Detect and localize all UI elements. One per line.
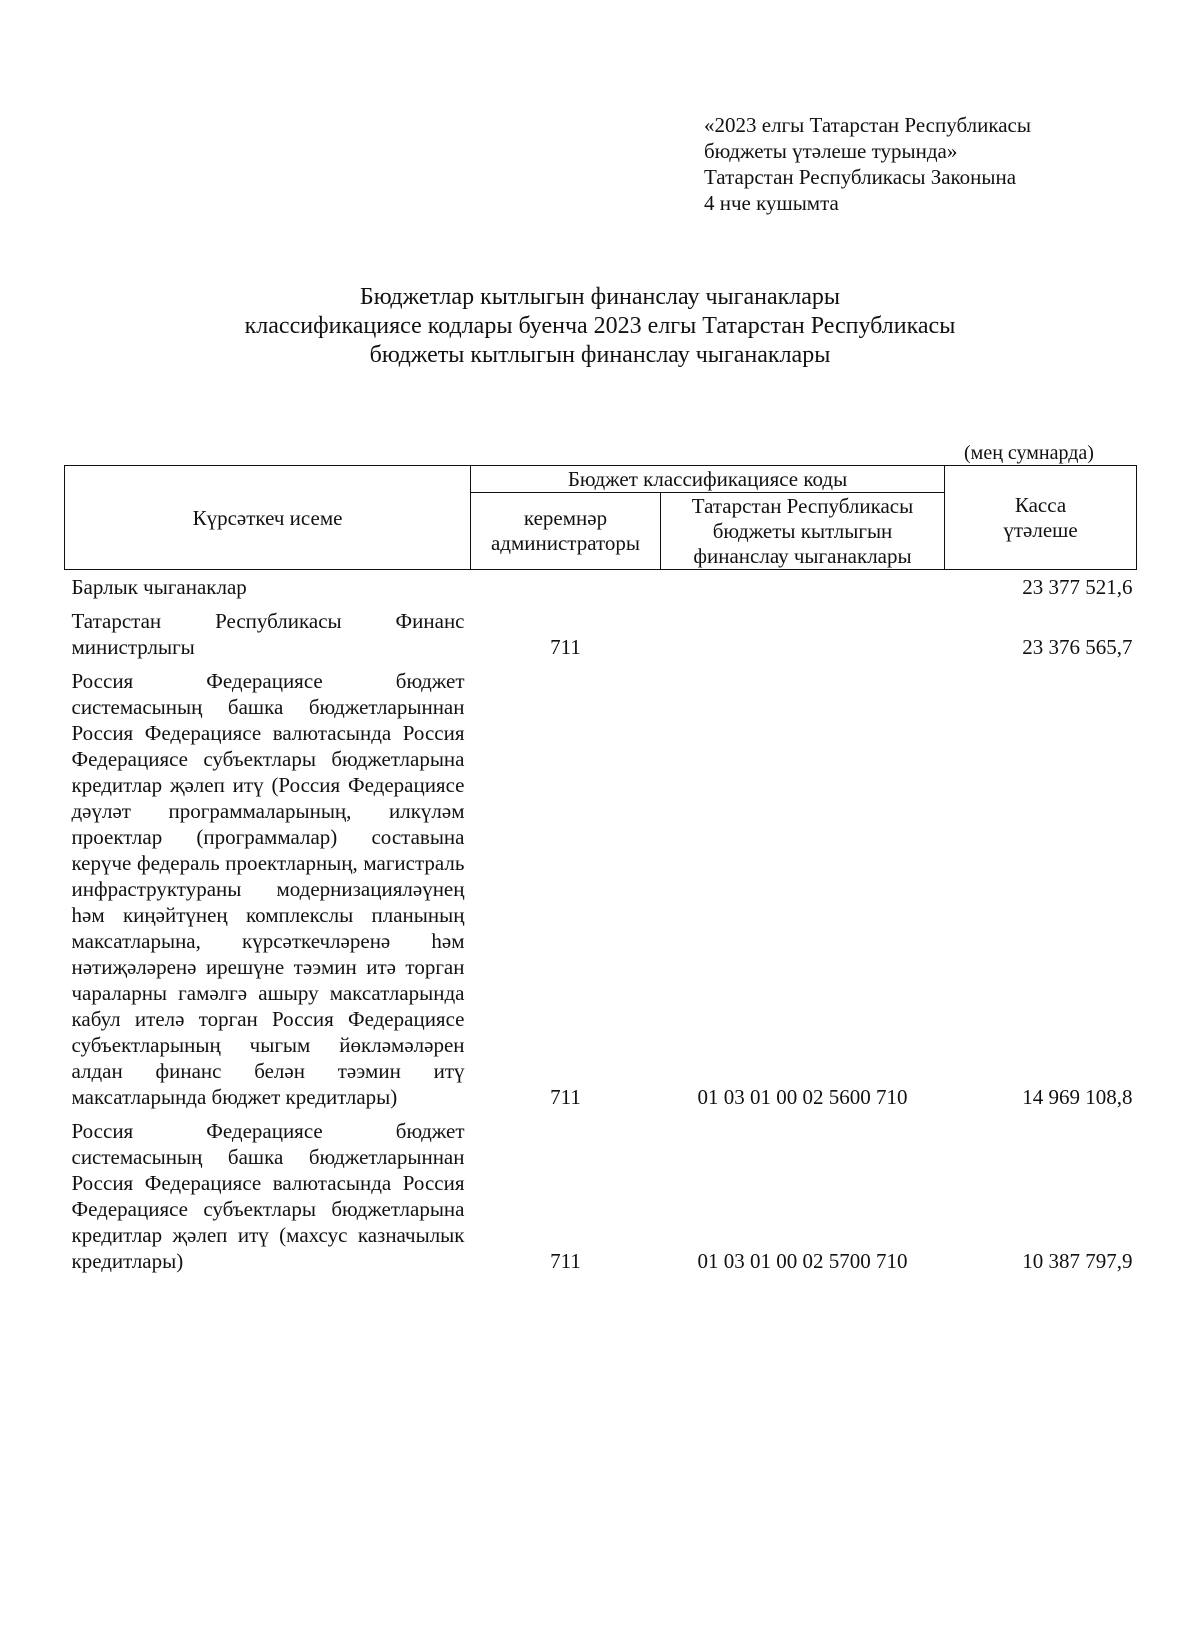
row-admin-code: 711 [550,1249,581,1273]
row-source-code: 01 03 01 00 02 5600 710 [697,1085,908,1109]
row-name: Барлык чыганаклар [71,575,247,599]
row-amount: 23 377 521,6 [1022,575,1133,599]
header-amount-line: Касса [1014,492,1067,517]
header-admin-line: администраторы [490,531,641,555]
row-source-code [661,604,945,664]
header-amount-line: үтәлеше [1003,517,1078,542]
annex-line: «2023 елгы Татарстан Республикасы [704,113,1031,137]
row-name: Татарстан Республикасы Финанс министрлыгы [71,609,465,659]
document-title [60,283,1140,370]
annex-line: бюджеты үтәлеше турында» [704,139,958,163]
title-line: бюджеты кытлыгын финанслау чыганаклары [369,342,831,368]
title-line: классификациясе кодлары буенча 2023 елгы Татарстан Республикасы [244,313,956,339]
header-admin [471,493,661,570]
row-admin-code [471,570,661,605]
header-source [661,493,945,570]
row-source-code [661,570,945,605]
unit-note: (мең сумнарда) [964,442,1094,464]
table-row [65,664,1137,1114]
row-name: Россия Федерациясе бюджет системасының башка бюджетларыннан Россия Федерациясе валютасында Россия Федерациясе субъектлары бюджетларына кредитлар җәлеп итү (Россия Федерациясе дәүләт программаларының, илкүләм проектлар (программалар) составына керүче федераль проектларның, магистраль инфраструктураны модернизацияләүнең һәм киңәйтүнең комплекслы планының максатларына, күрсәткечләренә һәм нәтиҗәләренә ирешүне тәэмин итә торган чараларны гамәлгә ашыру максатларында кабул ителә торган Россия Федерациясе субъектларының чыгым йөкләмәләрен алдан финанс белән тәэмин итү максатларында бюджет кредитлары) [71,669,465,1109]
header-source-line: финанслау чыганаклары [693,543,912,568]
annex-line: Татарстан Республикасы Законына [704,165,1017,189]
table-row [65,1114,1137,1278]
table-row [65,604,1137,664]
header-amount [945,466,1137,570]
header-admin-line: керемнәр [523,506,608,530]
header-indicator: Күрсәткеч исеме [65,466,471,570]
header-classification-group: Бюджет классификациясе коды [471,466,945,493]
header-source-line: Татарстан Республикасы [691,493,914,518]
header-source-line: бюджеты кытлыгын [712,518,893,543]
row-source-code: 01 03 01 00 02 5700 710 [697,1249,908,1273]
row-admin-code: 711 [550,635,581,659]
row-name: Россия Федерациясе бюджет системасының башка бюджетларыннан Россия Федерациясе валютасында Россия Федерациясе субъектлары бюджетларына кредитлар җәлеп итү (махсус казначылык кредитлары) [71,1119,465,1273]
row-amount: 14 969 108,8 [1022,1085,1133,1109]
budget-table [64,465,1137,1278]
annex-reference [704,112,1031,216]
row-amount: 23 376 565,7 [1022,635,1133,659]
title-line: Бюджетлар кытлыгын финанслау чыганаклары [359,284,841,310]
row-amount: 10 387 797,9 [1022,1249,1133,1273]
table-row [65,570,1137,605]
row-admin-code: 711 [550,1085,581,1109]
annex-line: 4 нче кушымта [704,191,839,215]
